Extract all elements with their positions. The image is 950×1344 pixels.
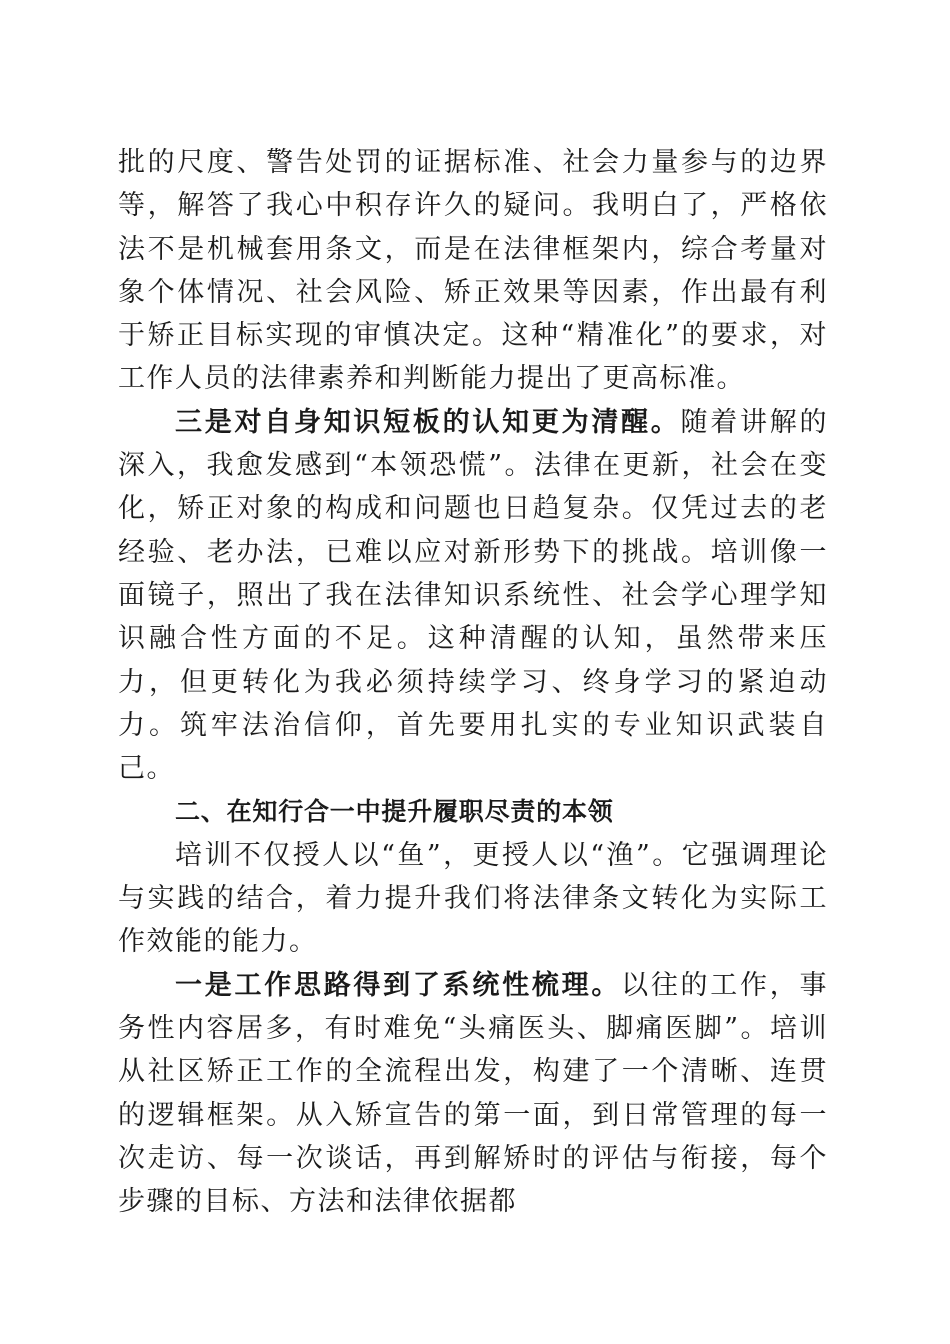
point-body-three: 随着讲解的深入，我愈发感到“本领恐慌”。法律在更新，社会在变化，矫正对象的构成和问题也日趋复杂。仅凭过去的老经验、老办法，已难以应对新形势下的挑战。培训像一面镜子，照出了我在法律知识系统性、社会学心理学知识融合性方面的不足。这种清醒的认知，虽然带来压力，但更转化为我必须持续学习、终身学习的紧迫动力。筑牢法治信仰，首先要用扎实的专业知识武装自己。 <box>118 406 828 785</box>
continuation-paragraph: 批的尺度、警告处罚的证据标准、社会力量参与的边界等，解答了我心中积存许久的疑问。我明白了，严格依法不是机械套用条文，而是在法律框架内，综合考量对象个体情况、社会风险、矫正效果等因素，作出最有利于矫正目标实现的审慎决定。这种“精准化”的要求，对工作人员的法律素养和判断能力提出了更高标准。 <box>118 147 828 395</box>
point-paragraph-one <box>118 964 828 1224</box>
point-paragraph-three <box>118 401 828 791</box>
section-heading-two: 二、在知行合一中提升履职尽责的本领 <box>175 797 614 827</box>
point-lead-one: 一是工作思路得到了系统性梳理。 <box>175 969 622 1001</box>
point-body-one: 以往的工作，事务性内容居多，有时难免“头痛医头、脚痛医脚”。培训从社区矫正工作的全流程出发，构建了一个清晰、连贯的逻辑框架。从入矫宣告的第一面，到日常管理的每一次走访、每一次谈话，再到解矫时的评估与衔接，每个步骤的目标、方法和法律依据都 <box>118 969 829 1218</box>
point-lead-three: 三是对自身知识短板的认知更为清醒。 <box>175 406 681 438</box>
intro-paragraph: 培训不仅授人以“鱼”，更授人以“渔”。它强调理论与实践的结合，着力提升我们将法律条文转化为实际工作效能的能力。 <box>118 839 828 958</box>
document-body <box>118 141 828 1223</box>
